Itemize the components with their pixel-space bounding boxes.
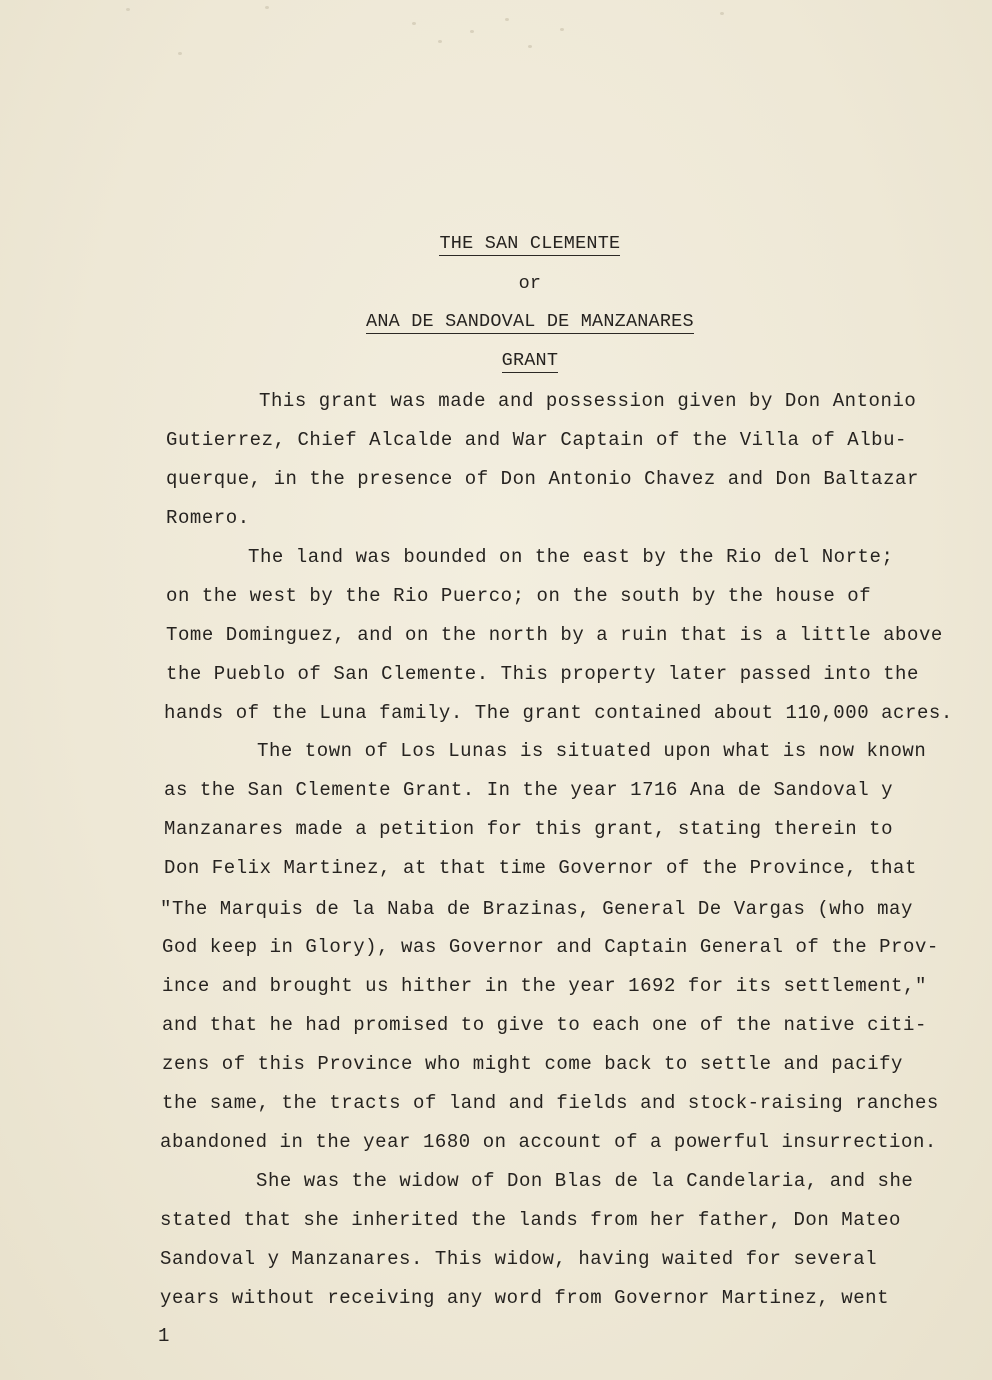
body-line: ince and brought us hither in the year 1692 for its settlement," — [162, 975, 927, 997]
paper-speck — [438, 40, 442, 43]
paper-speck — [560, 28, 564, 31]
body-line: abandoned in the year 1680 on account of a powerful insurrection. — [160, 1131, 937, 1153]
body-line: The town of Los Lunas is situated upon what is now known — [257, 740, 927, 762]
body-line: as the San Clemente Grant. In the year 1716 Ana de Sandoval y — [164, 779, 894, 801]
body-line: Tome Dominguez, and on the north by a ruin that is a little above — [166, 624, 943, 646]
body-line: zens of this Province who might come back to settle and pacify — [162, 1053, 904, 1075]
body-line: the same, the tracts of land and fields and stock-raising ranches — [162, 1092, 939, 1114]
page-number: 1 — [158, 1325, 170, 1347]
paper-speck — [470, 30, 474, 33]
body-line: "The Marquis de la Naba de Brazinas, General De Vargas (who may — [160, 898, 913, 920]
body-line: the Pueblo of San Clemente. This property later passed into the — [166, 663, 919, 685]
body-line: God keep in Glory), was Governor and Captain General of the Prov- — [162, 936, 939, 958]
body-line: years without receiving any word from Governor Martinez, went — [160, 1287, 890, 1309]
body-line: stated that she inherited the lands from her father, Don Mateo — [160, 1209, 902, 1231]
paper-speck — [265, 6, 269, 9]
title-line-4: GRANT — [501, 350, 559, 371]
title-line-1: THE SAN CLEMENTE — [439, 233, 621, 254]
body-line: Romero. — [166, 507, 250, 529]
body-line: Sandoval y Manzanares. This widow, having waited for several — [160, 1248, 878, 1270]
body-line: Don Felix Martinez, at that time Governor of the Province, that — [164, 857, 917, 879]
paper-speck — [178, 52, 182, 55]
paper-speck — [505, 18, 509, 21]
body-line: She was the widow of Don Blas de la Candelaria, and she — [256, 1170, 914, 1192]
paper-speck — [412, 22, 416, 25]
body-line: on the west by the Rio Puerco; on the south by the house of — [166, 585, 872, 607]
body-line: hands of the Luna family. The grant contained about 110,000 acres. — [164, 702, 953, 724]
title-line-3: ANA DE SANDOVAL DE MANZANARES — [366, 311, 694, 332]
body-line: The land was bounded on the east by the Rio del Norte; — [248, 546, 894, 568]
paper-speck — [720, 12, 724, 15]
body-line: Manzanares made a petition for this grant, stating therein to — [164, 818, 894, 840]
title-line-2: or — [518, 273, 542, 294]
paper-speck — [126, 8, 130, 11]
body-line: Gutierrez, Chief Alcalde and War Captain of the Villa of Albu- — [166, 429, 908, 451]
paper-speck — [528, 45, 532, 48]
body-line: This grant was made and possession given by Don Antonio — [259, 390, 917, 412]
body-line: and that he had promised to give to each one of the native citi- — [162, 1014, 927, 1036]
body-line: querque, in the presence of Don Antonio Chavez and Don Baltazar — [166, 468, 919, 490]
